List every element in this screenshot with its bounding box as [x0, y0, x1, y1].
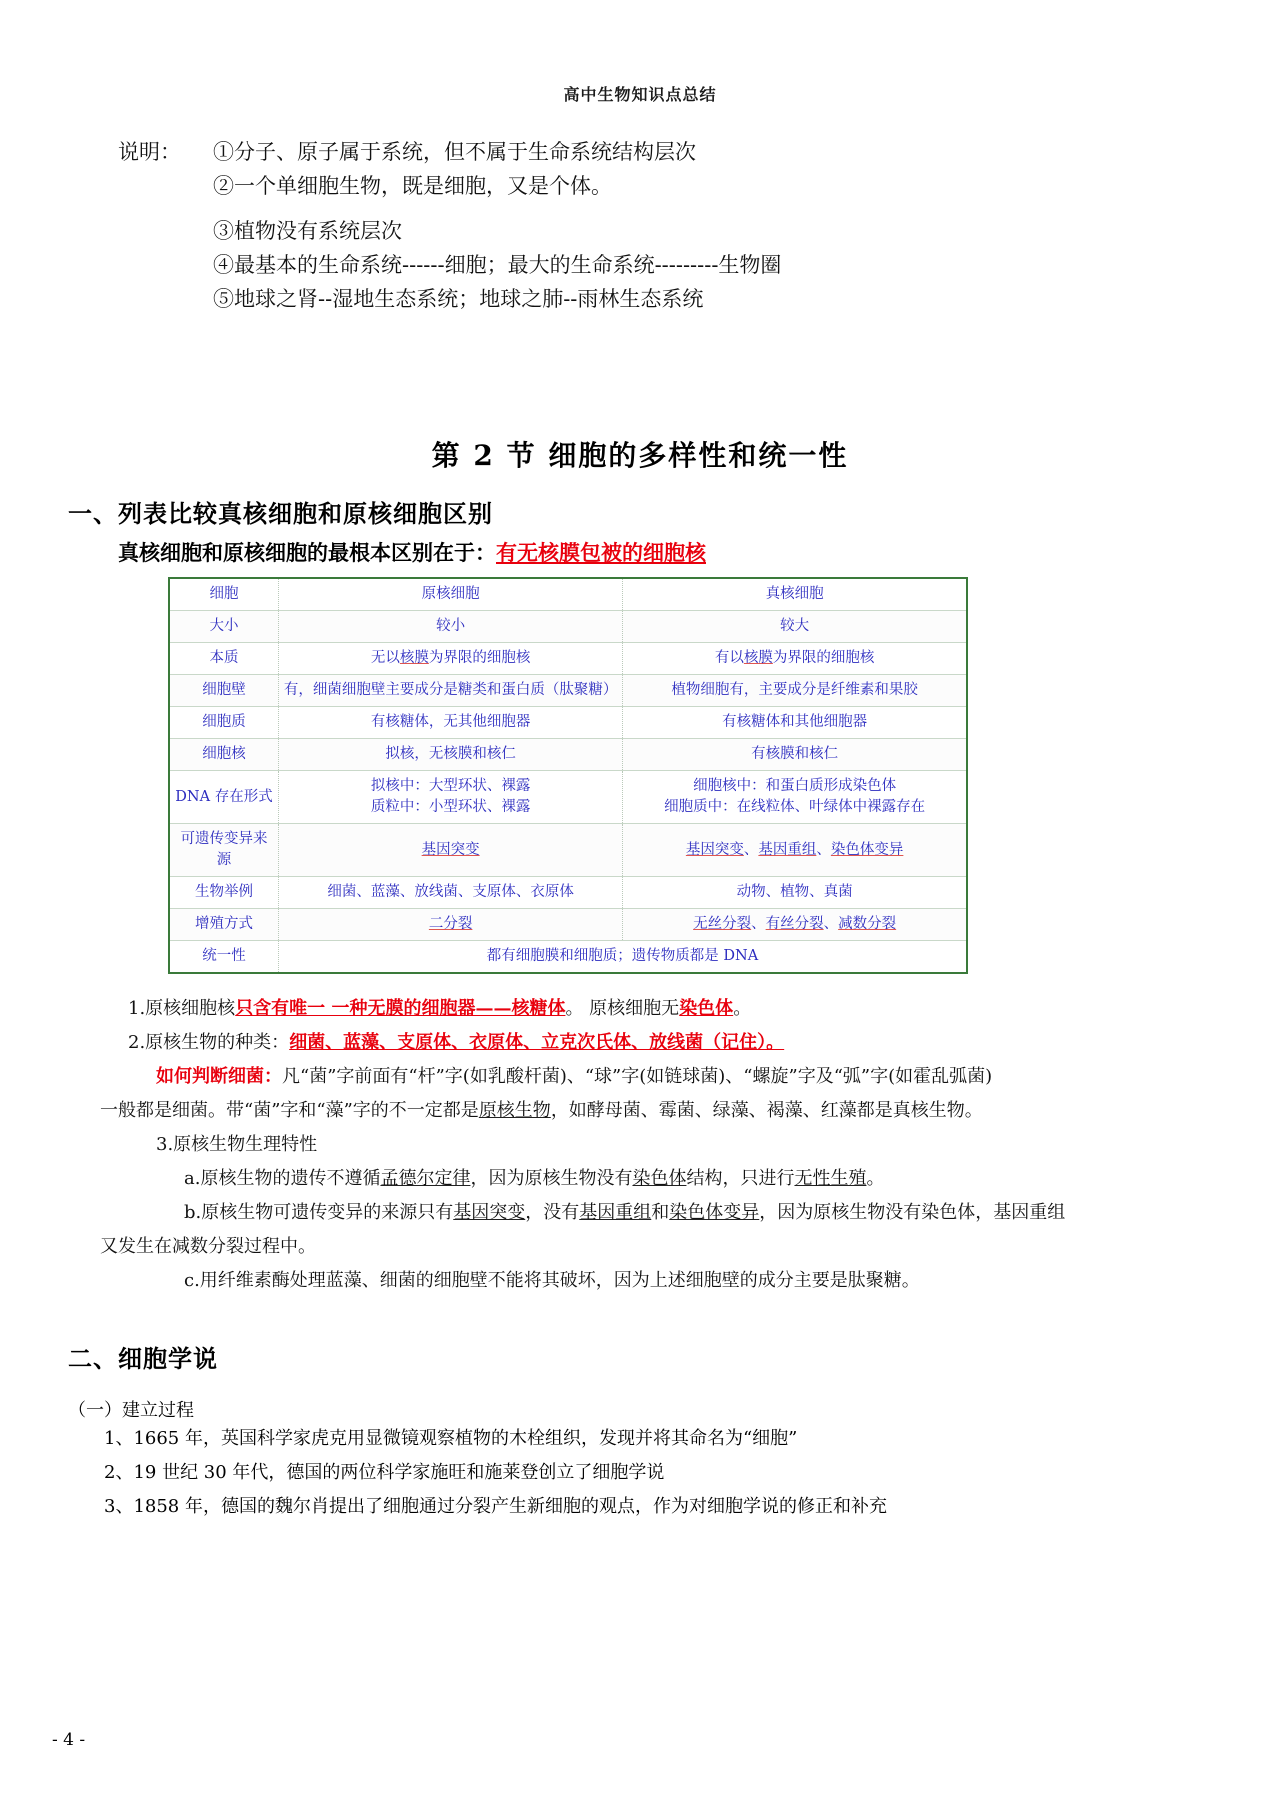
unity-cell: 都有细胞膜和细胞质；遗传物质都是 DNA	[279, 941, 968, 974]
underlined-term: 基因突变	[421, 841, 480, 858]
table-row	[169, 675, 967, 707]
eukaryote-cell: 动物、植物、真菌	[623, 877, 967, 909]
underlined-term: 染色体变异	[669, 1202, 760, 1223]
prokaryote-cell: 原核细胞	[279, 578, 623, 611]
note-line-3: 如何判断细菌：凡“菌”字前面有“杆”字(如乳酸杆菌)、“球”字(如链球菌)、“螺旋”字及“弧”字(如霍乱弧菌)	[156, 1066, 993, 1088]
row-label: 生物举例	[169, 877, 279, 909]
eukaryote-cell: 有核糖体和其他细胞器	[623, 707, 967, 739]
table-row	[169, 824, 967, 877]
note-line-7: c.用纤维素酶处理蓝藻、细菌的细胞壁不能将其破坏，因为上述细胞壁的成分主要是肽聚糖。	[184, 1269, 920, 1291]
section2-subheading: （一）建立过程	[68, 1399, 194, 1421]
note-item: ③植物没有系统层次	[213, 219, 402, 244]
highlight-red: 只含有唯一 一种无膜的细胞器——核糖体	[235, 998, 566, 1020]
underlined-term: 基因重组	[758, 841, 817, 858]
underlined-term: 染色体变异	[830, 841, 904, 858]
table-row	[169, 643, 967, 675]
table-row	[169, 909, 967, 941]
highlight-red: 染色体	[679, 998, 734, 1020]
note-line-3b: 一般都是细菌。带“菌”字和“藻”字的不一定都是原核生物，如酵母菌、霉菌、绿藻、褐藻、红藻都是真核生物。	[100, 1100, 983, 1122]
table-row	[169, 877, 967, 909]
row-label: 本质	[169, 643, 279, 675]
row-label: 可遗传变异来源	[169, 824, 279, 877]
underlined-term: 无性生殖	[794, 1168, 867, 1190]
row-label: 细胞	[169, 578, 279, 611]
table-row	[169, 707, 967, 739]
eukaryote-cell: 有以核膜为界限的细胞核	[623, 643, 967, 675]
prokaryote-cell: 细菌、蓝藻、放线菌、支原体、衣原体	[279, 877, 623, 909]
chapter-title: 第 2 节 细胞的多样性和统一性	[431, 439, 849, 473]
body-notes	[0, 994, 1280, 1297]
note-item: ①分子、原子属于系统，但不属于生命系统结构层次	[213, 140, 696, 164]
row-label: 细胞壁	[169, 675, 279, 707]
cell-line: 质粒中：小型环状、裸露	[370, 799, 531, 816]
note-line-6: b.原核生物可遗传变异的来源只有基因突变，没有基因重组和染色体变异，因为原核生物没有染色体，基因重组	[184, 1202, 1066, 1223]
underlined-term: 原核生物	[478, 1100, 551, 1122]
prokaryote-eukaryote-table	[168, 577, 968, 974]
page-number: - 4 -	[52, 1730, 86, 1750]
underlined-term: 无丝分裂	[693, 916, 752, 933]
prokaryote-cell: 无以核膜为界限的细胞核	[279, 643, 623, 675]
row-label: 统一性	[169, 941, 279, 974]
underlined-term: 核膜	[743, 650, 773, 667]
table-row	[169, 771, 967, 824]
list-item: 1、1665 年，英国科学家虎克用显微镜观察植物的木栓组织，发现并将其命名为“细胞”	[104, 1427, 798, 1449]
table-row	[169, 578, 967, 611]
section1-subline	[0, 537, 1280, 567]
row-label: DNA 存在形式	[169, 771, 279, 824]
highlight-red: 如何判断细菌：	[156, 1066, 282, 1088]
eukaryote-cell	[623, 771, 967, 824]
underlined-term: 基因突变	[685, 841, 744, 858]
table-row	[169, 941, 967, 974]
underlined-term: 二分裂	[428, 916, 473, 933]
note-line-2: 2.原核生物的种类：细菌、蓝藻、支原体、衣原体、立克次氏体、放线菌（记住）。	[128, 1032, 785, 1054]
table-row	[169, 611, 967, 643]
underlined-term: 核膜	[399, 650, 429, 667]
prokaryote-cell: 有核糖体，无其他细胞器	[279, 707, 623, 739]
explanation-notes	[0, 135, 1280, 316]
cell-line: 细胞核中：和蛋白质形成染色体	[693, 778, 897, 795]
eukaryote-cell: 植物细胞有，主要成分是纤维素和果胶	[623, 675, 967, 707]
table-row	[169, 739, 967, 771]
underlined-term: 基因重组	[579, 1202, 652, 1223]
note-line-1: 1.原核细胞核只含有唯一 一种无膜的细胞器——核糖体。 原核细胞无染色体。	[128, 998, 752, 1020]
note-item: ⑤地球之肾--湿地生态系统；地球之肺--雨林生态系统	[213, 287, 704, 312]
row-label: 细胞核	[169, 739, 279, 771]
eukaryote-cell: 基因突变、基因重组、染色体变异	[623, 824, 967, 877]
underlined-term: 有丝分裂	[765, 916, 824, 933]
eukaryote-cell: 有核膜和核仁	[623, 739, 967, 771]
prokaryote-cell: 有，细菌细胞壁主要成分是糖类和蛋白质（肽聚糖）	[279, 675, 623, 707]
list-item: 2、19 世纪 30 年代，德国的两位科学家施旺和施莱登创立了细胞学说	[104, 1462, 665, 1484]
prokaryote-cell: 拟核，无核膜和核仁	[279, 739, 623, 771]
row-label: 细胞质	[169, 707, 279, 739]
note-item: ④最基本的生命系统------细胞；最大的生命系统---------生物圈	[213, 253, 782, 278]
prokaryote-cell	[279, 909, 623, 941]
note-line-4: 3.原核生物生理特性	[156, 1134, 318, 1156]
section1-sub-highlight: 有无核膜包被的细胞核	[496, 540, 706, 566]
section1-sub-prefix: 真核细胞和原核细胞的最根本区别在于：	[118, 540, 496, 566]
prokaryote-cell	[279, 771, 623, 824]
prokaryote-cell: 较小	[279, 611, 623, 643]
section-heading-1: 一、列表比较真核细胞和原核细胞区别	[68, 499, 493, 529]
note-line-6b: 又发生在减数分裂过程中。	[100, 1235, 316, 1257]
cell-line: 拟核中：大型环状、裸露	[370, 778, 531, 795]
cell-line: 细胞质中：在线粒体、叶绿体中裸露存在	[664, 799, 926, 816]
comparison-table-wrap	[0, 577, 1280, 974]
notes-list	[213, 135, 1280, 316]
document-header: 高中生物知识点总结	[563, 87, 717, 104]
underlined-term: 染色体	[632, 1168, 687, 1190]
note-line-5: a.原核生物的遗传不遵循孟德尔定律，因为原核生物没有染色体结构，只进行无性生殖。	[184, 1168, 885, 1190]
highlight-red: 细菌、蓝藻、支原体、衣原体、立克次氏体、放线菌（记住）。	[289, 1032, 785, 1054]
underlined-term: 基因突变	[453, 1202, 526, 1223]
section2-list	[0, 1422, 1280, 1525]
eukaryote-cell: 较大	[623, 611, 967, 643]
list-item: 3、1858 年，德国的魏尔肖提出了细胞通过分裂产生新细胞的观点，作为对细胞学说的修正和补充	[104, 1496, 887, 1518]
row-label: 大小	[169, 611, 279, 643]
section-heading-2: 二、细胞学说	[68, 1343, 218, 1373]
eukaryote-cell: 真核细胞	[623, 578, 967, 611]
underlined-term: 孟德尔定律	[380, 1168, 471, 1190]
prokaryote-cell	[279, 824, 623, 877]
notes-label: 说明：	[118, 140, 181, 164]
note-item: ②一个单细胞生物，既是细胞，又是个体。	[213, 174, 612, 199]
underlined-term: 减数分裂	[838, 916, 897, 933]
eukaryote-cell: 无丝分裂、有丝分裂、减数分裂	[623, 909, 967, 941]
row-label: 增殖方式	[169, 909, 279, 941]
